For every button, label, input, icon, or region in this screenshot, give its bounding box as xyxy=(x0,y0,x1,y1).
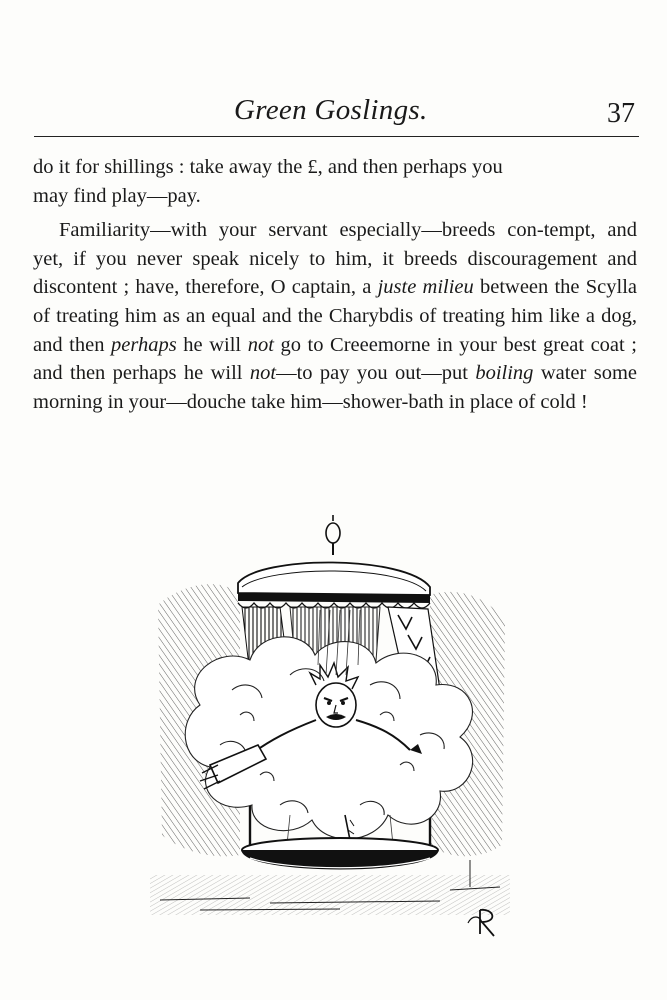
shower-bath-illustration xyxy=(140,515,520,945)
paragraph-2 xyxy=(33,216,637,416)
text-run: between the Scylla of treating him as an equal and the Charybdis of treating him like a dog, and then xyxy=(33,276,637,356)
bath-tub xyxy=(242,838,438,869)
paragraph-1 xyxy=(33,153,637,210)
paragraph-1-line-2: may find play—pay. xyxy=(33,184,201,207)
italic-run-boiling: boiling xyxy=(475,362,534,385)
running-title: Green Goslings. xyxy=(234,94,428,126)
paragraph-1-line-1: do it for shillings : take away the £, and then perhaps you xyxy=(33,156,503,178)
text-run: water some morning in your—douche take him—shower-bath in place of cold ! xyxy=(33,362,638,413)
running-head xyxy=(34,92,639,137)
page-number: 37 xyxy=(607,98,635,129)
italic-run-not: not xyxy=(247,333,274,356)
text-run: Familiarity—with your servant especially—breeds con-tempt, and yet, if you never speak nicely to him, it breeds discouragement and discontent ; have, therefore, O captain, a xyxy=(33,219,637,299)
italic-run-not-2: not xyxy=(249,362,277,385)
text-run: —to pay you out—put xyxy=(276,362,476,385)
italic-run-juste-milieu: juste milieu xyxy=(377,276,474,299)
italic-run-perhaps: perhaps xyxy=(111,333,177,356)
text-run: he will xyxy=(176,333,248,356)
text-run: go to Creeemorne in your best great coat ; and then perhaps he will xyxy=(33,333,637,385)
canopy-finial xyxy=(326,515,340,555)
body-text xyxy=(33,153,637,422)
engraving-svg xyxy=(140,515,520,945)
canopy xyxy=(238,562,430,608)
